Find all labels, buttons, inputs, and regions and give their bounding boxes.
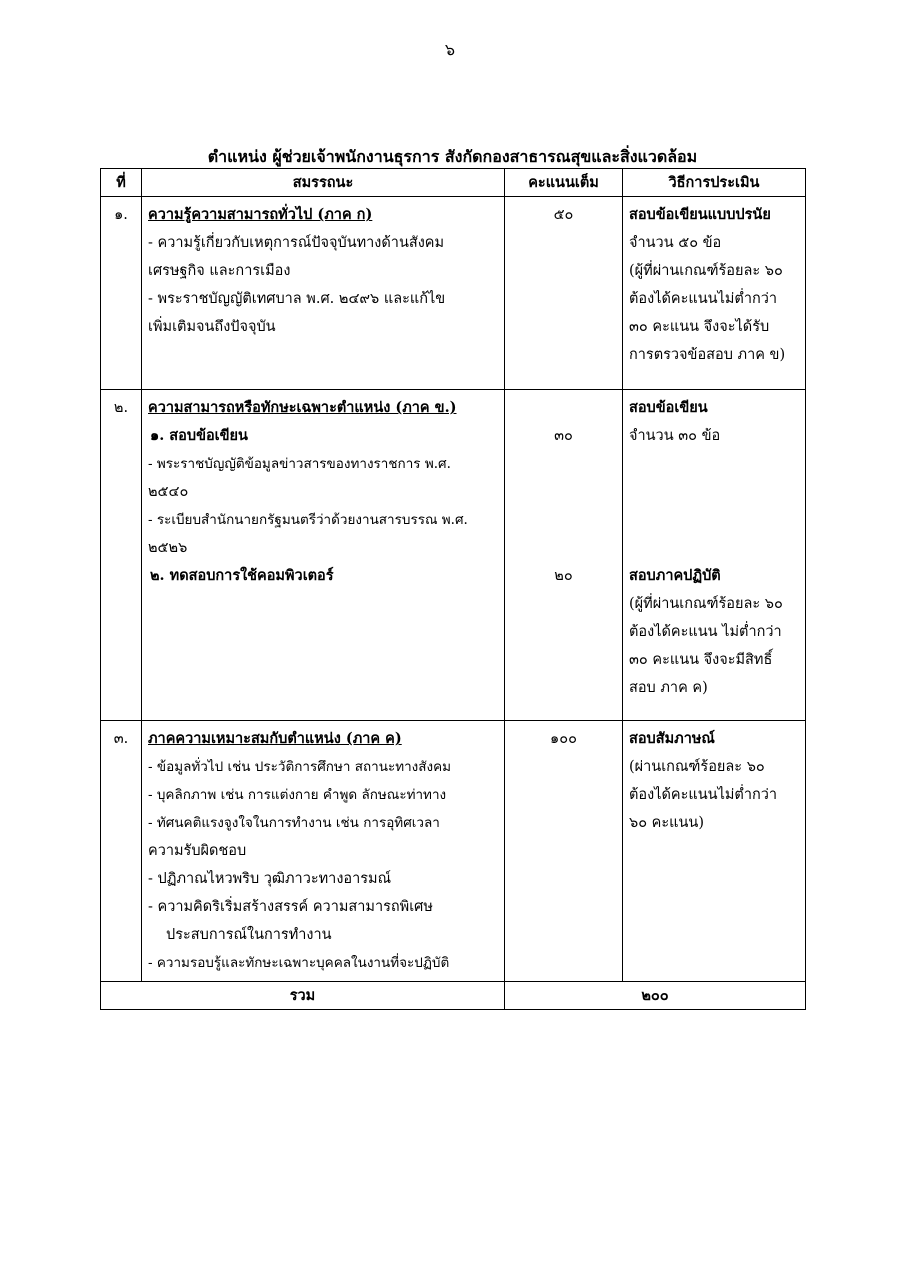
- sub-item-title: ๒. ทดสอบการใช้คอมพิวเตอร์: [150, 567, 334, 584]
- method-line: ๓๐ คะแนน จึงจะมีสิทธิ์: [629, 652, 773, 668]
- full-score: ๕๐: [553, 207, 574, 223]
- sub-item-title: ๑. สอบข้อเขียน: [150, 427, 248, 444]
- competency-line: ๒๕๒๖: [148, 540, 188, 556]
- competency-line: ๒๕๔๐: [148, 484, 189, 500]
- header-competency: สมรรถนะ: [142, 169, 505, 197]
- competency-line: - ความรอบรู้และทักษะเฉพาะบุคคลในงานที่จะปฏิบัติ: [148, 955, 450, 971]
- competency-cell: [142, 197, 505, 390]
- competency-line: ความรับผิดชอบ: [148, 843, 247, 859]
- competency-line: - พระราชบัญญัติข้อมูลข่าวสารของทางราชการ พ.ศ.: [148, 456, 451, 472]
- method-line: สอบ ภาค ค): [629, 680, 708, 696]
- method-cell: [623, 390, 806, 721]
- method-line: (ผู้ที่ผ่านเกณฑ์ร้อยละ ๖๐: [629, 263, 783, 279]
- competency-line: - ระเบียบสำนักนายกรัฐมนตรีว่าด้วยงานสารบรรณ พ.ศ.: [148, 512, 468, 528]
- header-method: วิธีการประเมิน: [623, 169, 806, 197]
- table-row: [101, 197, 806, 390]
- method-title: สอบสัมภาษณ์: [629, 730, 715, 747]
- table-row: [101, 721, 806, 982]
- total-value: ๒๐๐: [505, 982, 806, 1010]
- method-line: (ผ่านเกณฑ์ร้อยละ ๖๐: [629, 759, 765, 775]
- competency-line: - ความรู้เกี่ยวกับเหตุการณ์ปัจจุบันทางด้านสังคม: [148, 235, 445, 251]
- competency-line: เพิ่มเติมจนถึงปัจจุบัน: [148, 319, 276, 335]
- method-line: ๓๐ คะแนน จึงจะได้รับ: [629, 319, 770, 335]
- row-number: ๑.: [101, 197, 142, 390]
- full-score: ๒๐: [554, 568, 573, 584]
- row-number: ๓.: [101, 721, 142, 982]
- header-full-score: คะแนนเต็ม: [505, 169, 623, 197]
- header-no: ที่: [101, 169, 142, 197]
- competency-line: - บุคลิกภาพ เช่น การแต่งกาย คำพูด ลักษณะท่าทาง: [148, 787, 447, 803]
- full-score: ๑๐๐: [550, 731, 577, 747]
- method-cell: [623, 721, 806, 982]
- score-cell: [505, 197, 623, 390]
- competency-line: - พระราชบัญญัติเทศบาล พ.ศ. ๒๔๙๖ และแก้ไข: [148, 291, 446, 307]
- total-row: [101, 982, 806, 1010]
- document-title: ตำแหน่ง ผู้ช่วยเจ้าพนักงานธุรการ สังกัดกองสาธารณสุขและสิ่งแวดล้อม: [207, 147, 698, 166]
- competency-line: ประสบการณ์ในการทำงาน: [166, 927, 332, 943]
- competency-cell: [142, 721, 505, 982]
- method-title: สอบข้อเขียน: [629, 399, 708, 416]
- total-label: รวม: [101, 982, 505, 1010]
- competency-line: - ข้อมูลทั่วไป เช่น ประวัติการศึกษา สถานะทางสังคม: [148, 759, 452, 775]
- competency-heading: ภาคความเหมาะสมกับตำแหน่ง (ภาค ค): [148, 730, 402, 747]
- competency-heading: ความรู้ความสามารถทั่วไป (ภาค ก): [148, 206, 373, 223]
- competency-line: - ปฏิภาณไหวพริบ วุฒิภาวะทางอารมณ์: [148, 871, 392, 887]
- method-cell: [623, 197, 806, 390]
- competency-line: - ทัศนคติแรงจูงใจในการทำงาน เช่น การอุทิศเวลา: [148, 815, 440, 831]
- score-cell: [505, 721, 623, 982]
- method-line: จำนวน ๕๐ ข้อ: [629, 235, 722, 251]
- score-cell: [505, 390, 623, 721]
- method-line: ๖๐ คะแนน): [629, 815, 704, 831]
- competency-heading: ความสามารถหรือทักษะเฉพาะตำแหน่ง (ภาค ข.): [148, 399, 457, 416]
- method-line: จำนวน ๓๐ ข้อ: [629, 428, 721, 444]
- table-header-row: [101, 169, 806, 197]
- row-number: ๒.: [101, 390, 142, 721]
- table-row: [101, 390, 806, 721]
- competency-cell: [142, 390, 505, 721]
- method-line: การตรวจข้อสอบ ภาค ข): [629, 347, 786, 363]
- evaluation-table: [100, 168, 806, 1010]
- competency-line: - ความคิดริเริ่มสร้างสรรค์ ความสามารถพิเศษ: [148, 899, 433, 915]
- page-number: ๖: [444, 40, 456, 59]
- method-line: ต้องได้คะแนน ไม่ต่ำกว่า: [629, 624, 782, 640]
- method-title: สอบข้อเขียนแบบปรนัย: [629, 206, 771, 223]
- method-line: ต้องได้คะแนนไม่ต่ำกว่า: [629, 787, 778, 803]
- method-line: ต้องได้คะแนนไม่ต่ำกว่า: [629, 291, 778, 307]
- competency-line: เศรษฐกิจ และการเมือง: [148, 263, 291, 279]
- full-score: ๓๐: [554, 428, 573, 444]
- method-line: (ผู้ที่ผ่านเกณฑ์ร้อยละ ๖๐: [629, 596, 783, 612]
- method-title: สอบภาคปฏิบัติ: [629, 567, 721, 584]
